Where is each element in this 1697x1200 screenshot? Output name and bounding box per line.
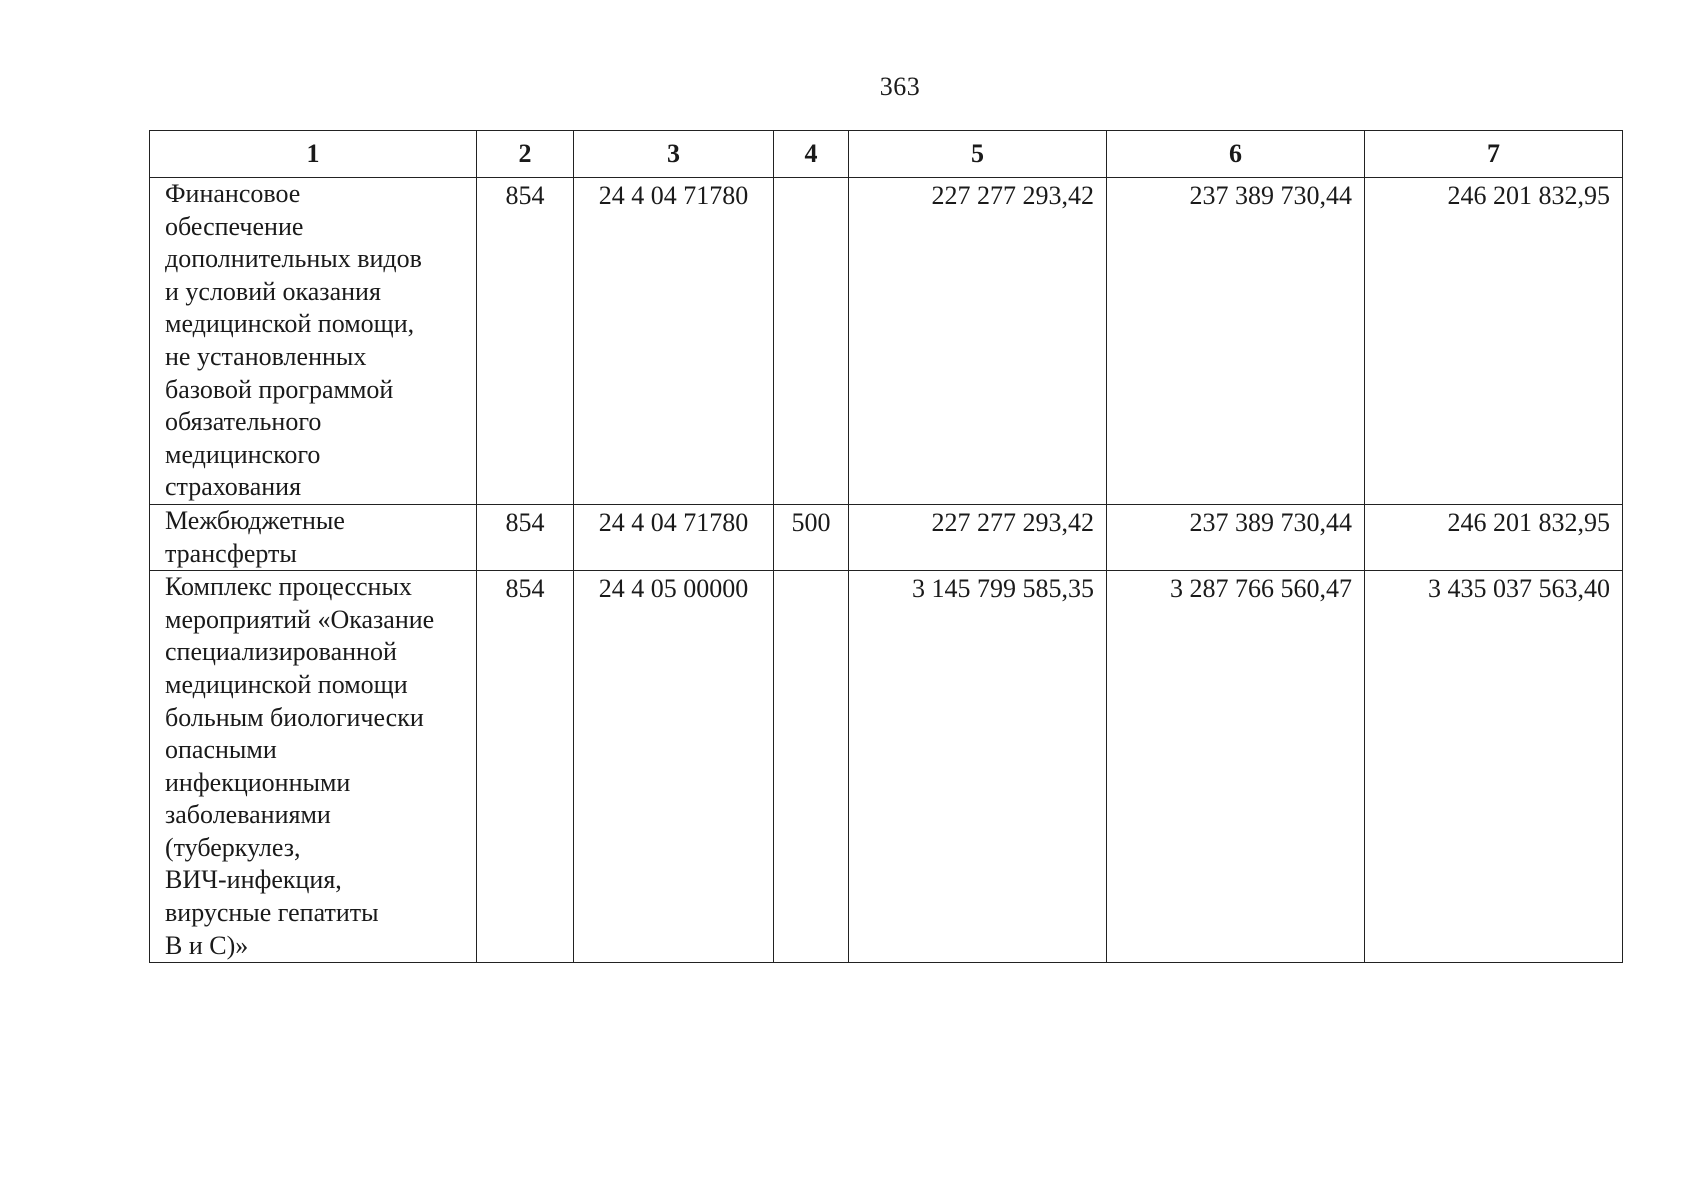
target-article: 24 4 04 71780 — [598, 507, 749, 537]
row-name-line: обеспечение — [165, 211, 304, 241]
amount-cell-col5 — [849, 571, 1107, 963]
row-name-line: дополнительных видов — [165, 244, 422, 274]
row-name-line: В и С)» — [165, 930, 249, 960]
row-name-line: обязательного — [165, 407, 322, 437]
column-header: 2 — [477, 131, 574, 178]
expense-type: 500 — [791, 507, 831, 537]
table-row — [150, 504, 1623, 570]
row-name-line: не установленных — [165, 341, 367, 371]
row-name-line: Финансовое — [165, 179, 301, 208]
row-name-line: мероприятий «Оказание — [165, 604, 435, 634]
amount-col5: 227 277 293,42 — [931, 507, 1094, 537]
column-header: 5 — [849, 131, 1107, 178]
ministry-code-cell — [477, 571, 574, 963]
target-article: 24 4 04 71780 — [598, 181, 749, 210]
row-name-line: Комплекс процессных — [165, 572, 412, 602]
row-name-line: инфекционными — [165, 767, 351, 797]
amount-cell-col5 — [849, 504, 1107, 570]
target-article-cell — [574, 571, 774, 963]
row-name-cell — [150, 178, 477, 505]
row-name-cell — [150, 504, 477, 570]
row-name-line: медицинской помощи, — [165, 309, 415, 339]
amount-cell-col7 — [1365, 504, 1623, 570]
expense-type-cell — [774, 504, 849, 570]
amount-col7: 246 201 832,95 — [1447, 181, 1610, 210]
row-name-line: медицинского — [165, 439, 321, 469]
target-article-cell — [574, 178, 774, 505]
page-number: 363 — [879, 72, 921, 101]
amount-col5: 3 145 799 585,35 — [912, 574, 1094, 604]
ministry-code: 854 — [505, 507, 545, 537]
ministry-code: 854 — [505, 181, 545, 210]
amount-col6: 237 389 730,44 — [1189, 181, 1352, 210]
expense-type-cell — [774, 178, 849, 505]
row-name-line: ВИЧ-инфекция, — [165, 865, 342, 895]
row-name-line: больным биологически — [165, 702, 424, 732]
amount-col5: 227 277 293,42 — [931, 181, 1094, 210]
amount-cell-col5 — [849, 178, 1107, 505]
amount-cell-col7 — [1365, 571, 1623, 963]
column-header: 7 — [1365, 131, 1623, 178]
target-article-cell — [574, 504, 774, 570]
amount-cell-col7 — [1365, 178, 1623, 505]
amount-cell-col6 — [1107, 178, 1365, 505]
table-row — [150, 178, 1623, 505]
amount-cell-col6 — [1107, 571, 1365, 963]
amount-col6: 237 389 730,44 — [1189, 507, 1352, 537]
row-name-line: и условий оказания — [165, 276, 381, 306]
header-row — [150, 131, 1623, 178]
target-article: 24 4 05 00000 — [598, 574, 749, 604]
expense-type-cell — [774, 571, 849, 963]
ministry-code-cell — [477, 504, 574, 570]
budget-table — [149, 130, 1623, 963]
column-header: 3 — [574, 131, 774, 178]
row-name-line: медицинской помощи — [165, 669, 408, 699]
row-name-line: опасными — [165, 735, 277, 765]
row-name-line: страхования — [165, 472, 302, 502]
row-name-cell — [150, 571, 477, 963]
row-name-line: вирусные гепатиты — [165, 898, 379, 928]
row-name-line: специализированной — [165, 637, 397, 667]
amount-col7: 246 201 832,95 — [1447, 507, 1610, 537]
row-name-line: Межбюджетные — [165, 505, 345, 535]
ministry-code: 854 — [505, 574, 545, 604]
column-header: 6 — [1107, 131, 1365, 178]
amount-cell-col6 — [1107, 504, 1365, 570]
row-name-line: базовой программой — [165, 374, 394, 404]
row-name-line: трансферты — [165, 538, 297, 568]
ministry-code-cell — [477, 178, 574, 505]
amount-col7: 3 435 037 563,40 — [1428, 574, 1610, 604]
row-name-line: (туберкулез, — [165, 832, 301, 862]
row-name-line: заболеваниями — [165, 800, 331, 830]
column-header: 1 — [150, 131, 477, 178]
table-row — [150, 571, 1623, 963]
amount-col6: 3 287 766 560,47 — [1170, 574, 1352, 604]
column-header: 4 — [774, 131, 849, 178]
